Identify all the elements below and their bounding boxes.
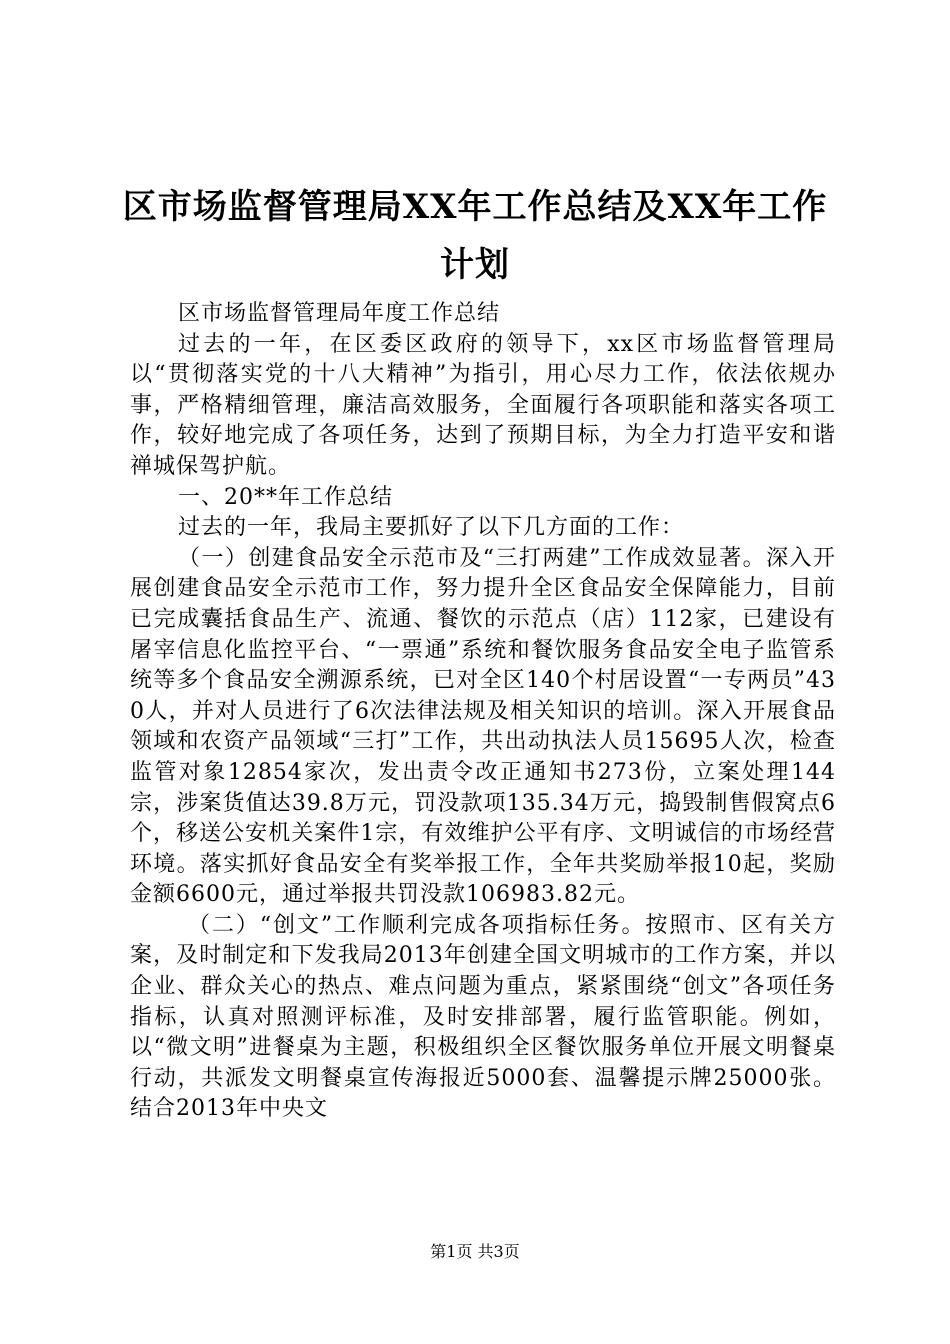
document-body (130, 299, 836, 1125)
food-safety-paragraph: （一）创建食品安全示范市及“三打两建”工作成效显著。深入开展创建食品安全示范市工作，努力提升全区食品安全保障能力，目前已完成囊括食品生产、流通、餐饮的示范点（店）112家，已建设有屠宰信息化监控平台、“一票通”系统和餐饮服务食品安全电子监管系统等多个食品安全溯源系统，已对全区140个村居设置“一专两员”430人，并对人员进行了6次法律法规及相关知识的培训。深入开展食品领域和农资产品领域“三打”工作，共出动执法人员15695人次，检查监管对象12854家次，发出责令改正通知书273份，立案处理144宗，涉案货值达39.8万元，罚没款项135.34万元，捣毁制售假窝点6个，移送公安机关案件1宗，有效维护公平有序、文明诚信的市场经营环境。落实抓好食品安全有奖举报工作，全年共奖励举报10起，奖励金额6600元，通过举报共罚没款106983.82元。 (130, 545, 836, 908)
part-heading: 一、20**年工作总结 (178, 484, 393, 510)
document-title: 区市场监督管理局XX年工作总结及XX年工作计划 (122, 187, 828, 285)
civilization-paragraph: （二）“创文”工作顺利完成各项指标任务。按照市、区有关方案，及时制定和下发我局2013年创建全国文明城市的工作方案，并以企业、群众关心的热点、难点问题为重点，紧紧围绕“创文”各项任务指标，认真对照测评标准，及时安排部署，履行监管职能。例如，以“微文明”进餐桌为主题，积极组织全区餐饮服务单位开展文明餐桌行动，共派发文明餐桌宣传海报近5000套、温馨提示牌25000张。结合2013年中央文 (130, 912, 836, 1122)
page-footer: 第1页 共3页 (430, 1242, 520, 1261)
section-heading: 区市场监督管理局年度工作总结 (178, 301, 501, 326)
overview-paragraph: 过去的一年，我局主要抓好了以下几方面的工作： (178, 515, 685, 541)
intro-paragraph: 过去的一年，在区委区政府的领导下，xx区市场监督管理局以“贯彻落实党的十八大精神”为指引，用心尽力工作，依法依规办事，严格精细管理，廉洁高效服务，全面履行各项职能和落实各项工作，较好地完成了各项任务，达到了预期目标，为全力打造平安和谐禅城保驾护航。 (130, 331, 836, 479)
